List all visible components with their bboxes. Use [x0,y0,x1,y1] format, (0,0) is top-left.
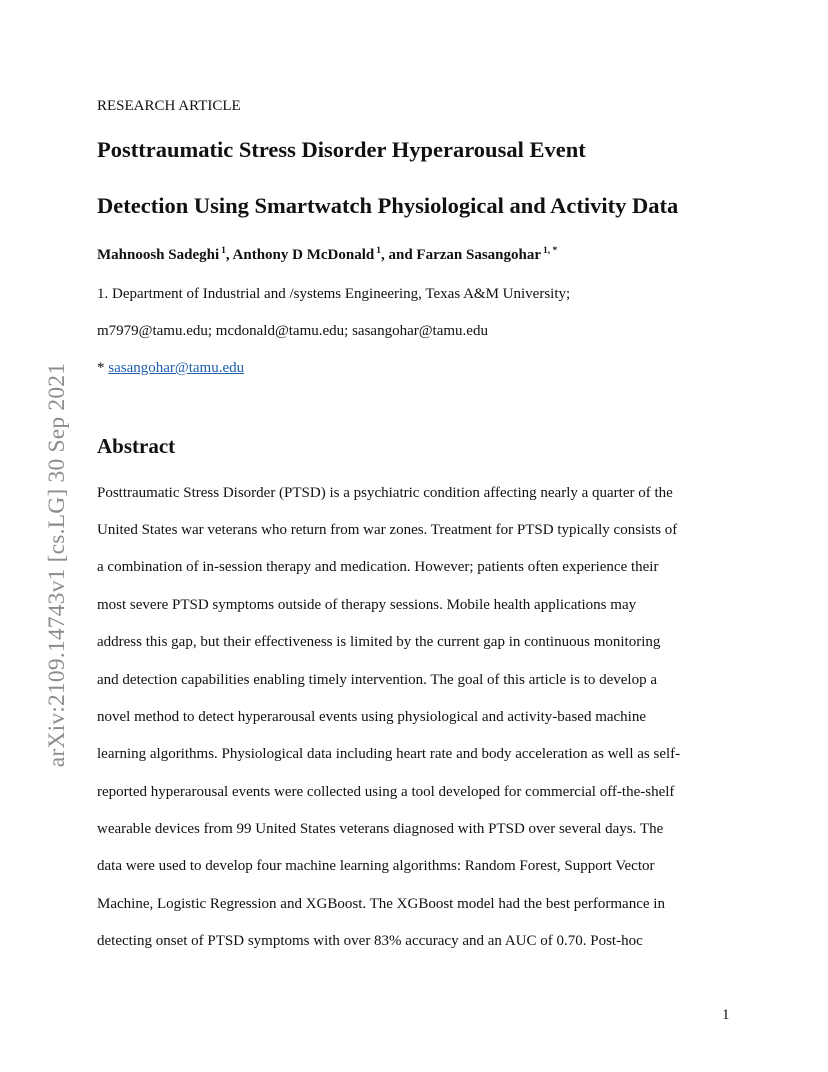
affiliation: 1. Department of Industrial and /systems Engineering, Texas A&M University; [97,286,571,302]
corresponding-author [97,360,244,377]
abstract-line: and detection capabilities enabling timely intervention. The goal of this article is to develop a [97,672,657,688]
abstract-line: learning algorithms. Physiological data including heart rate and body acceleration as well as self- [97,746,681,762]
page-number: 1 [722,1007,730,1023]
author-emails: m7979@tamu.edu; mcdonald@tamu.edu; sasangohar@tamu.edu [97,323,488,339]
abstract-line: Posttraumatic Stress Disorder (PTSD) is a psychiatric condition affecting nearly a quarter of the [97,485,673,501]
abstract-line: Machine, Logistic Regression and XGBoost. The XGBoost model had the best performance in [97,896,665,912]
article-type-label: RESEARCH ARTICLE [97,98,241,114]
author-affiliation-mark: 1, * [543,246,558,256]
abstract-line: a combination of in-session therapy and medication. However; patients often experience their [97,559,659,575]
corresponding-marker: * [97,360,109,376]
abstract-line: data were used to develop four machine learning algorithms: Random Forest, Support Vector [97,858,655,874]
abstract-line: most severe PTSD symptoms outside of therapy sessions. Mobile health applications may [97,597,637,613]
abstract-line: United States war veterans who return from war zones. Treatment for PTSD typically consists of [97,522,678,538]
arxiv-identifier: arXiv:2109.14743v1 [cs.LG] 30 Sep 2021 [44,362,70,768]
arxiv-watermark [28,330,86,800]
paper-title-line-1: Posttraumatic Stress Disorder Hyperarousal Event [97,137,586,162]
abstract-line: reported hyperarousal events were collected using a tool developed for commercial off-the-shelf [97,784,675,800]
author-affiliation-mark: 1 [376,246,381,256]
paper-title-line-2: Detection Using Smartwatch Physiological and Activity Data [97,193,679,218]
author-name: , and Farzan Sasangohar [380,247,542,263]
author-affiliation-mark: 1 [221,246,226,256]
author-name: , Anthony D McDonald [225,247,375,263]
corresponding-email-link[interactable]: sasangohar@tamu.edu [108,360,245,376]
abstract-heading: Abstract [97,434,176,458]
abstract-line: detecting onset of PTSD symptoms with over 83% accuracy and an AUC of 0.70. Post-hoc [97,933,643,949]
abstract-line: novel method to detect hyperarousal events using physiological and activity-based machine [97,709,647,725]
author-list [97,247,557,264]
abstract-line: address this gap, but their effectiveness is limited by the current gap in continuous monitoring [97,634,661,650]
abstract-line: wearable devices from 99 United States veterans diagnosed with PTSD over several days. The [97,821,664,837]
author-name: Mahnoosh Sadeghi [97,247,220,263]
